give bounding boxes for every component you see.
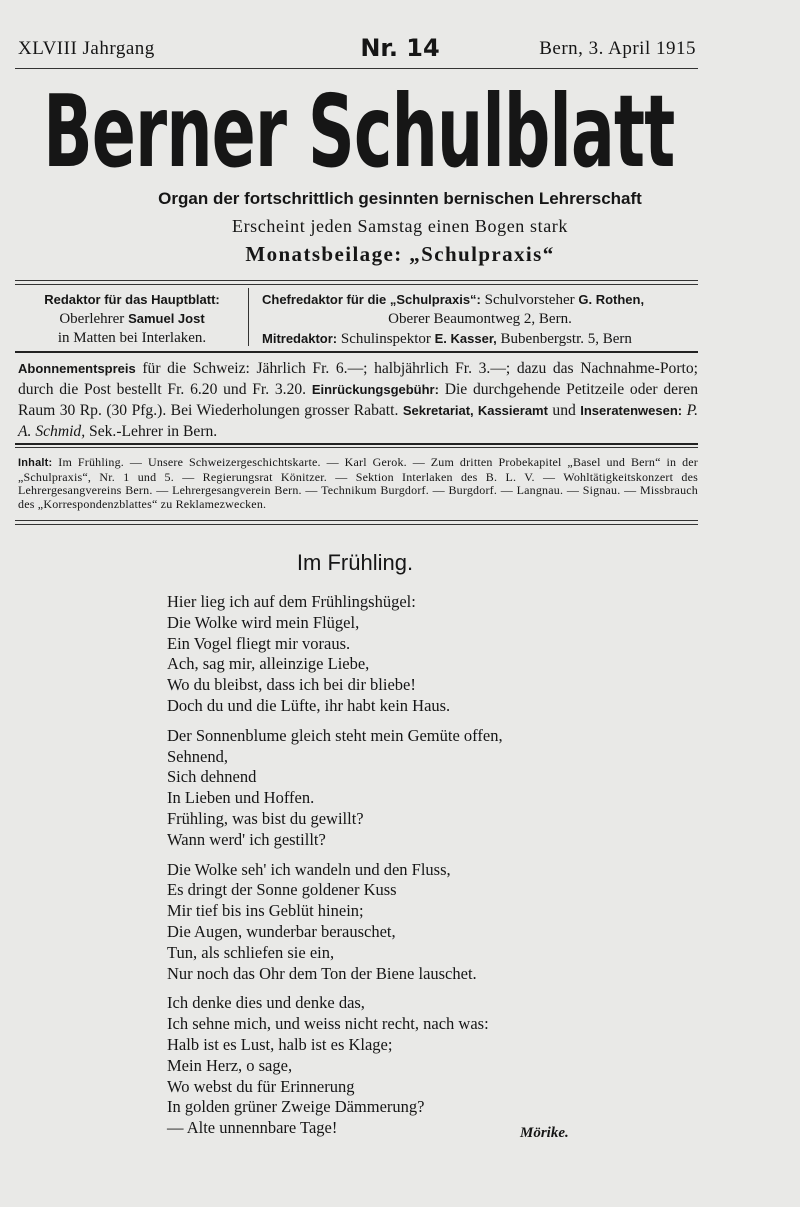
masthead-subtitle: Organ der fortschrittlich gesinnten bernischen Lehrerschaft [158,189,642,208]
poem-stanza: Ich denke dies und denke das, Ich sehne mich, und weiss nicht recht, nach was: Halb ist es Lust, halb ist es Klage; Mein Herz, o sage, Wo webst du für Erinnerung In golden grüner Zweige Dämmerung? — Alte unnennbare Tage! [167,993,489,1138]
contents-rule [15,520,698,521]
editor-practice-line3: Mitredaktor: Schulinspektor E. Kasser, Bubenbergstr. 5, Bern [262,331,632,347]
volume-label: XLVIII Jahrgang [18,38,155,59]
contents-rule-2 [15,524,698,525]
table-of-contents: Inhalt: Im Frühling. — Unsere Schweizergeschichtskarte. — Karl Gerok. — Zum dritten Probekapitel „Basel und Bern“ in der „Schulpraxis“, Nr. 1 und 5. — Regierungsrat Könitzer. — Sektion Interlaken des B. L. V. — Wohltätigkeitskonzert des Lehrergesangvereins Bern. — Lehrergesangverein Bern. — Technikum Burgdorf. — Burgdorf. — Langnau. — Signau. — Missbrauch des „Korrespondenzblattes“ zu Reklamezwecken. [18,455,698,511]
editor-practice-line1: Chefredaktor für die „Schulpraxis“: Schulvorsteher G. Rothen, [262,292,645,308]
poem-stanza: Der Sonnenblume gleich steht mein Gemüte offen, Sehnend, Sich dehnend In Lieben und Hoffen. Frühling, was bist du gewillt? Wann werd' ich gestillt? [167,725,503,849]
masthead-supplement: Monatsbeilage: „Schulpraxis“ [245,242,555,266]
editors-bottom-rule [15,351,698,353]
poem-body [167,592,503,1148]
masthead-frequency: Erscheint jeden Samstag einen Bogen stark [231,216,568,236]
issue-number: Nr. 14 [360,34,440,62]
place-date: Bern, 3. April 1915 [539,38,696,59]
editors-top-rule [15,280,698,281]
editor-main-line3: in Matten bei Interlaken. [57,330,207,346]
poem-stanza: Hier lieg ich auf dem Frühlingshügel: Die Wolke wird mein Flügel, Ein Vogel fliegt mir voraus. Ach, sag mir, alleinzige Liebe, Wo du bleibst, dass ich bei dir bliebe! Doch du und die Lüfte, ihr habt kein Haus. [167,592,451,715]
masthead-title: Berner Schulblatt [43,73,675,190]
poem-title: Im Frühling. [296,550,414,575]
editor-practice-line2: Oberer Beaumontweg 2, Bern. [388,311,572,327]
subscription-rule-2 [15,447,698,448]
editor-main-label: Redaktor für das Hauptblatt: [44,292,220,307]
editor-main-line2: Oberlehrer Samuel Jost [59,311,205,327]
poem-stanza: Die Wolke seh' ich wandeln und den Fluss, Es dringt der Sonne goldener Kuss Mir tief bis ins Geblüt hinein; Die Augen, wunderbar berauschet, Tun, als schliefen sie ein, Nur noch das Ohr dem Ton der Biene lauschet. [167,859,477,983]
editors-divider [248,288,249,346]
editor-main [18,290,246,348]
header-rule [15,68,698,69]
editors-top-rule-2 [15,284,698,285]
subscription-info: Abonnementspreis für die Schweiz: Jährlich Fr. 6.—; halbjährlich Fr. 3.—; dazu das Nachnahme-Porto; durch die Post bestellt Fr. 6.20 und Fr. 3.20. Einrückungsgebühr: Die durchgehende Petitzeile oder deren Raum 30 Rp. (30 Pfg.). Bei Wiederholungen grosser Rabatt. Sekretariat, Kassieramt und Inseratenwesen: P. A. Schmid, Sek.-Lehrer in Bern. [18,360,698,440]
editor-main-name: Samuel Jost [128,311,205,326]
editor-practice [262,290,698,349]
poem-author: Mörike. [520,1125,569,1141]
subscription-rule [15,443,698,445]
